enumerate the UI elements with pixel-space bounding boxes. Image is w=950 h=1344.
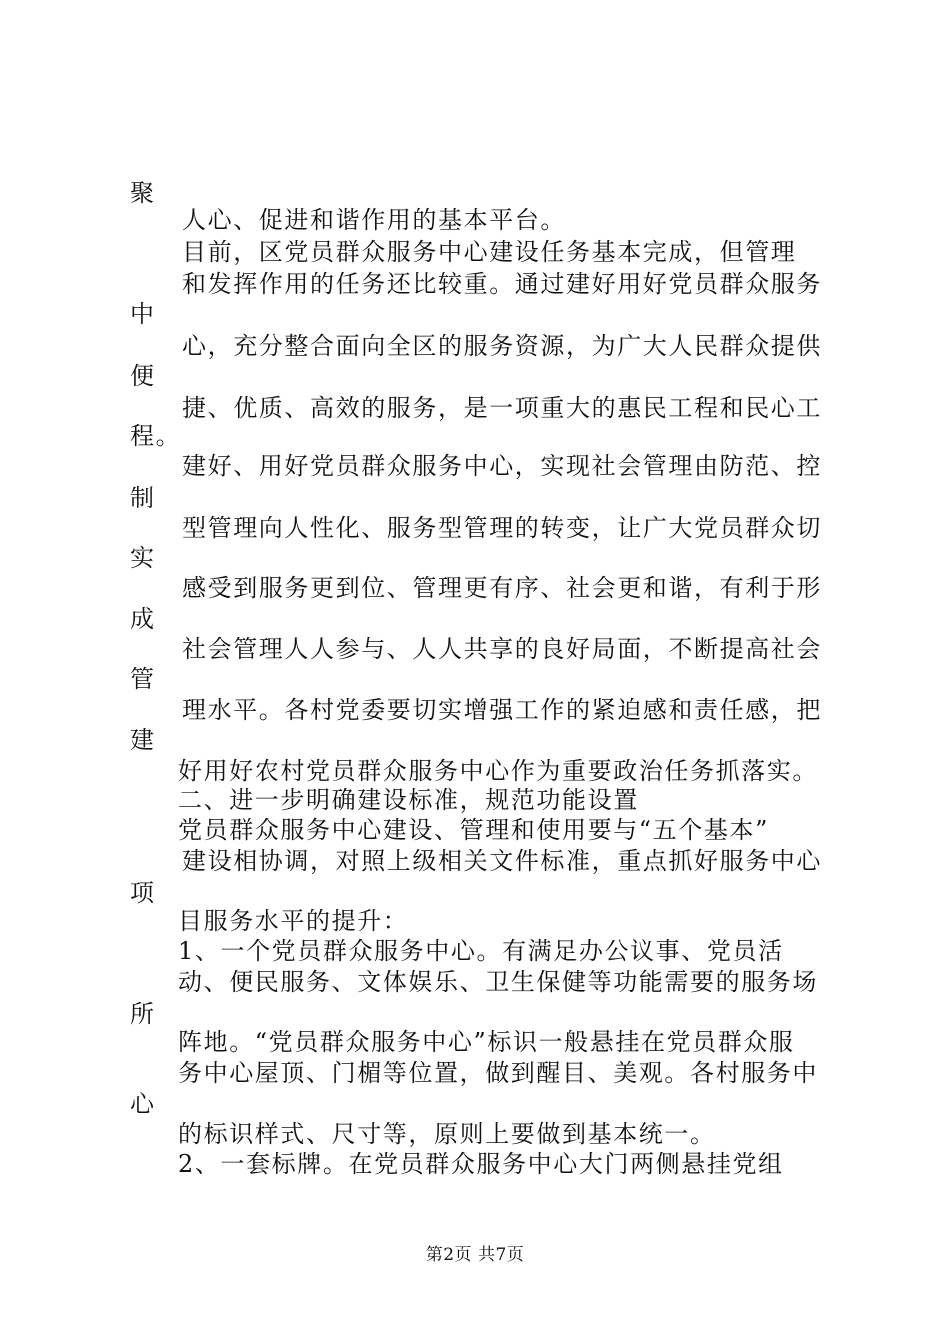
text-line: 二、进一步明确建设标准，规范功能设置 (178, 786, 639, 814)
text-line: 建 (130, 726, 156, 754)
text-line: 聚 (130, 179, 156, 207)
text-line: 的标识样式、尺寸等，原则上要做到基本统一。 (178, 1120, 716, 1148)
text-line: 中 (130, 300, 156, 328)
text-line: 人心、促进和谐作用的基本平台。 (182, 206, 566, 234)
text-line: 党员群众服务中心建设、管理和使用要与“五个基本” (178, 816, 769, 844)
text-line: 便 (130, 362, 156, 390)
text-line: 制 (130, 484, 156, 512)
text-line: 务中心屋顶、门楣等位置，做到醒目、美观。各村服务中 (178, 1059, 818, 1087)
text-line: 和发挥作用的任务还比较重。通过建好用好党员群众服务 (182, 270, 822, 298)
page-footer: 第2页 共7页 (425, 1245, 525, 1265)
text-line: 心 (130, 1090, 156, 1118)
text-line: 阵地。“党员群众服务中心”标识一般悬挂在党员群众服 (178, 1028, 795, 1056)
text-line: 动、便民服务、文体娱乐、卫生保健等功能需要的服务场 (178, 968, 818, 996)
text-line: 2、一套标牌。在党员群众服务中心大门两侧悬挂党组 (178, 1150, 784, 1178)
text-line: 1、一个党员群众服务中心。有满足办公议事、党员活 (178, 937, 784, 965)
text-line: 目服务水平的提升： (178, 907, 409, 935)
text-line: 好用好农村党员群众服务中心作为重要政治任务抓落实。 (178, 757, 818, 785)
text-line: 建设相协调，对照上级相关文件标准，重点抓好服务中心 (182, 847, 822, 875)
text-line: 型管理向人性化、服务型管理的转变，让广大党员群众切 (182, 514, 822, 542)
text-line: 项 (130, 879, 156, 907)
text-line: 管 (130, 665, 156, 693)
text-line: 理水平。各村党委要切实增强工作的紧迫感和责任感，把 (182, 696, 822, 724)
text-line: 实 (130, 544, 156, 572)
text-line: 心，充分整合面向全区的服务资源，为广大人民群众提供 (182, 332, 822, 360)
text-line: 程。 (130, 422, 182, 450)
text-line: 感受到服务更到位、管理更有序、社会更和谐，有利于形 (182, 574, 822, 602)
text-line: 社会管理人人参与、人人共享的良好局面，不断提高社会 (182, 635, 822, 663)
text-line: 成 (130, 605, 156, 633)
text-line: 所 (130, 1000, 156, 1028)
text-line: 目前，区党员群众服务中心建设任务基本完成，但管理 (182, 238, 797, 266)
text-line: 建好、用好党员群众服务中心，实现社会管理由防范、控 (182, 452, 822, 480)
text-line: 捷、优质、高效的服务，是一项重大的惠民工程和民心工 (182, 394, 822, 422)
